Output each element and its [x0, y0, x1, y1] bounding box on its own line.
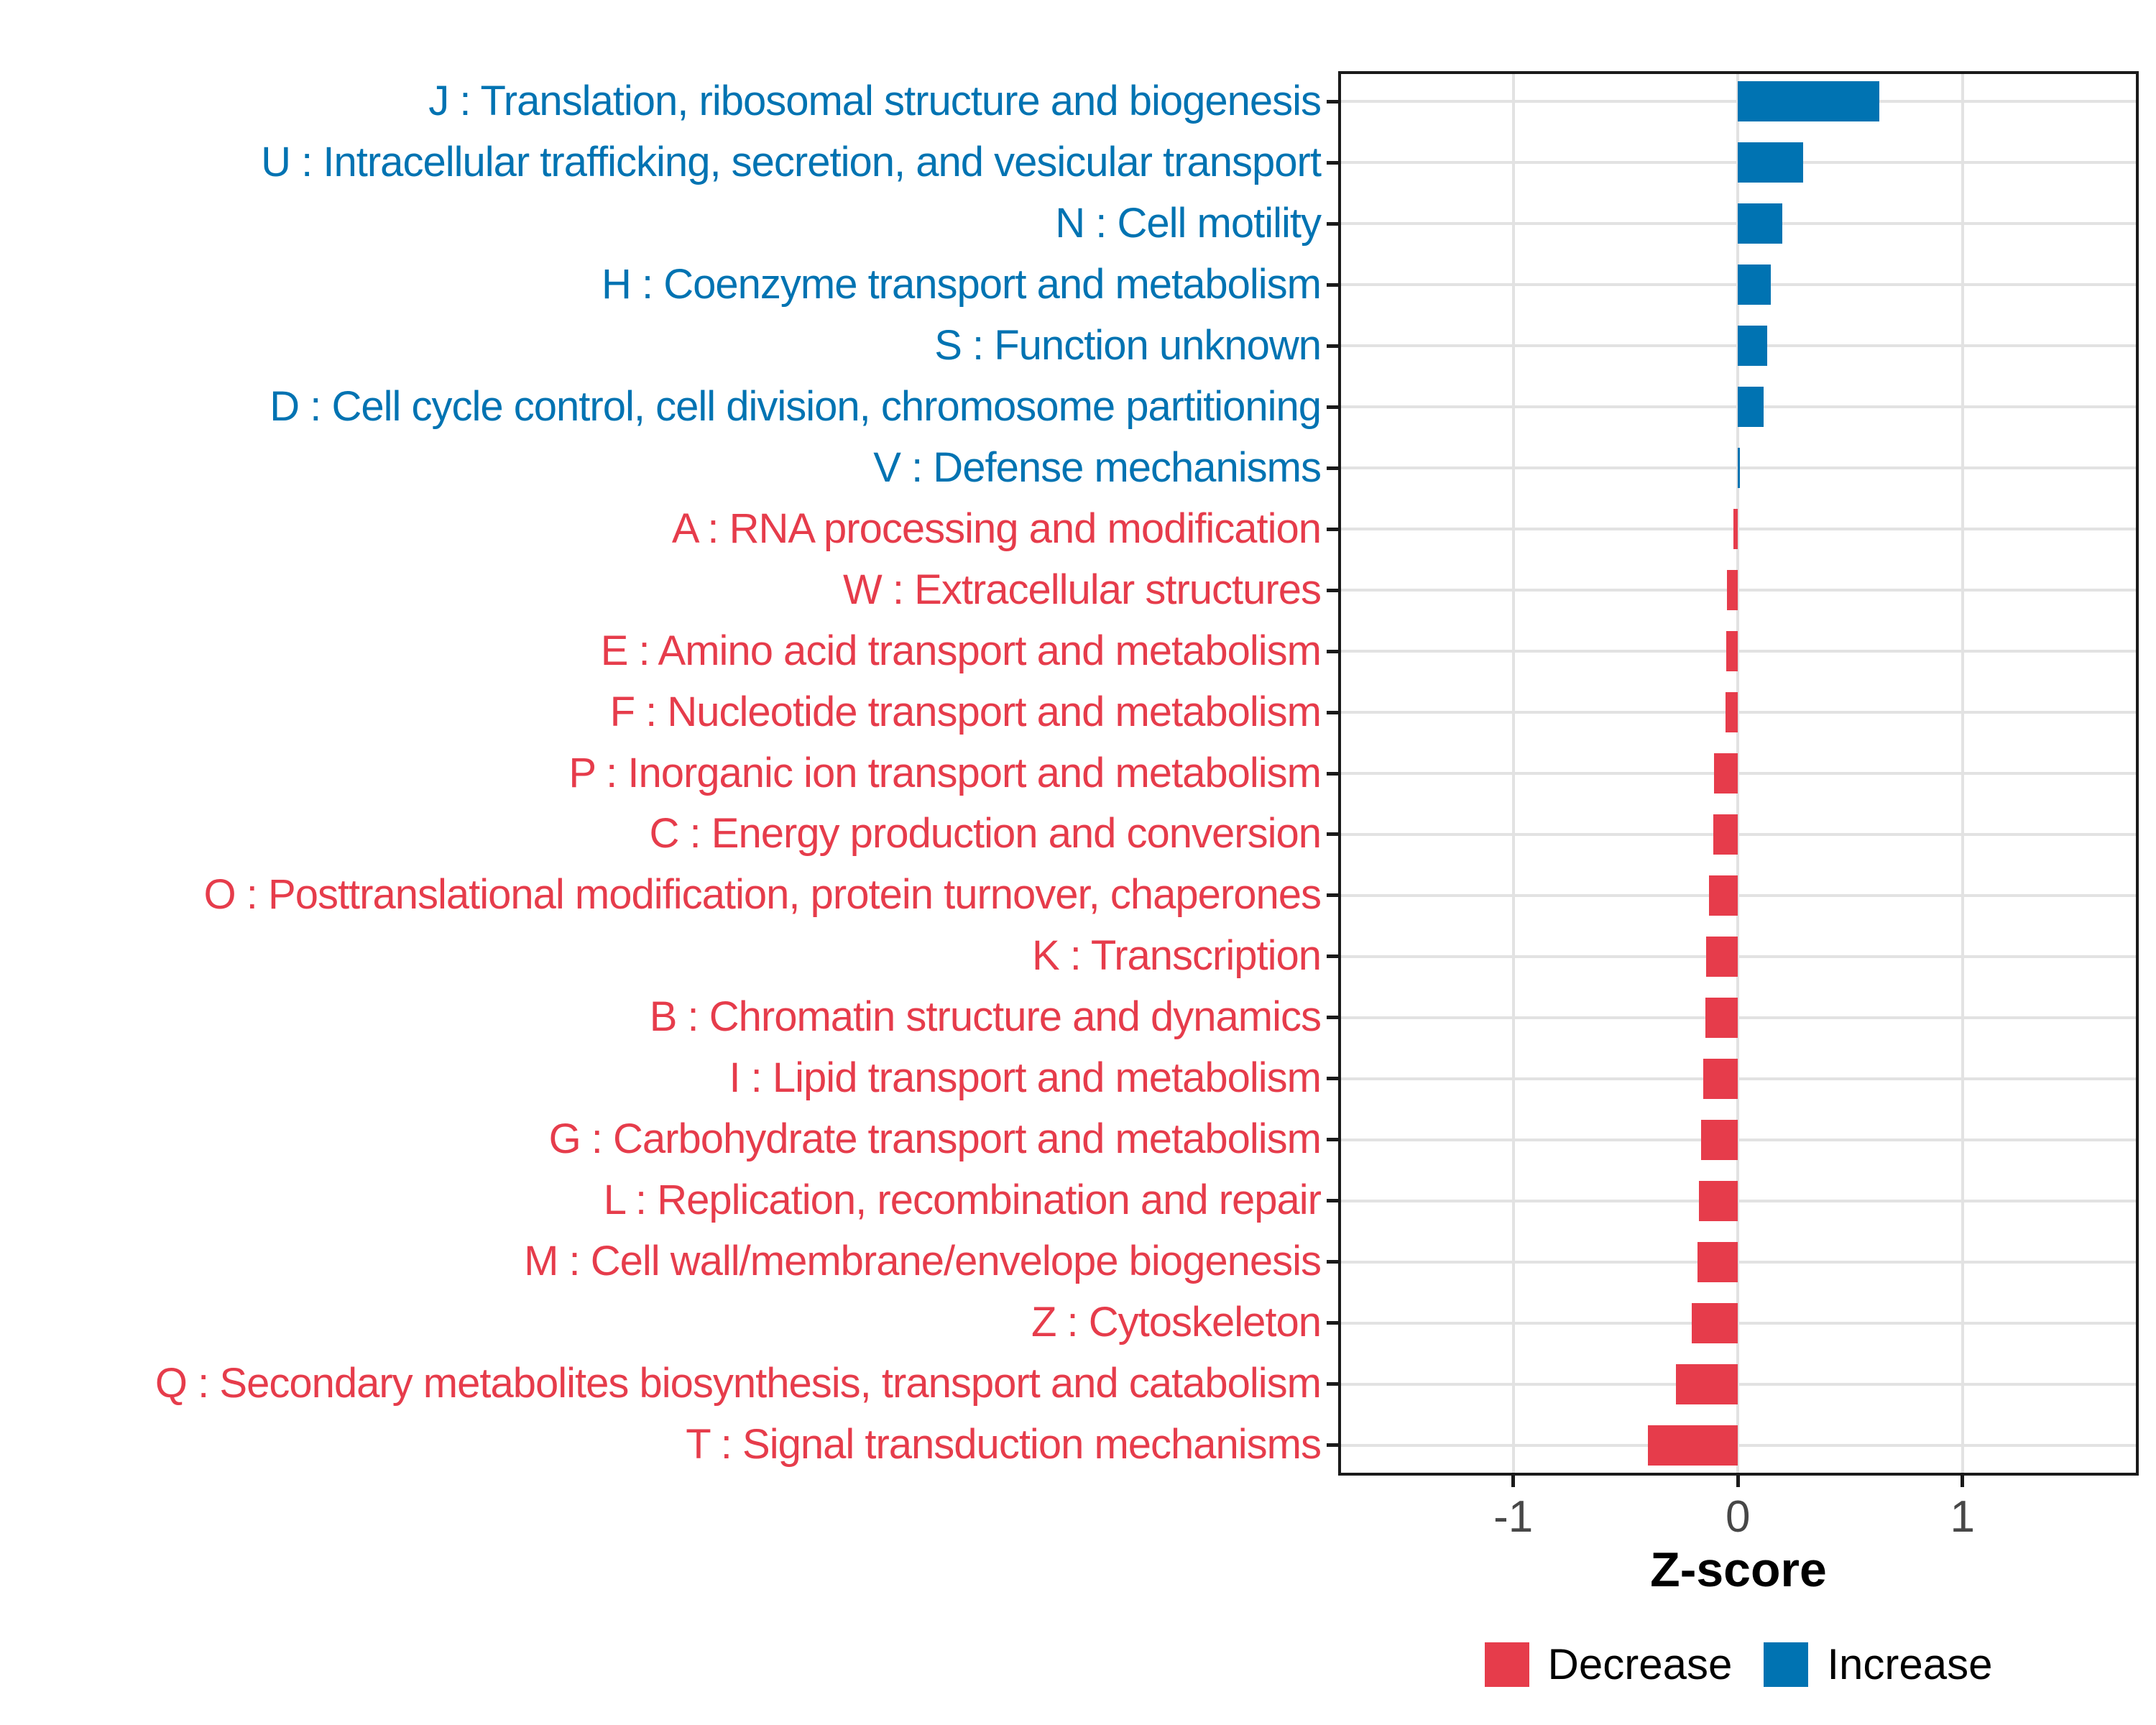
x-tick-label: -1	[1493, 1492, 1534, 1542]
y-axis-label: H : Coenzyme transport and metabolism	[602, 260, 1321, 308]
h-gridline	[1338, 833, 2139, 836]
h-gridline	[1338, 1138, 2139, 1141]
bar-B	[1705, 998, 1738, 1038]
y-tick-mark	[1327, 344, 1338, 348]
x-tick-label: 1	[1950, 1492, 1975, 1542]
y-tick-mark	[1327, 100, 1338, 104]
bar-D	[1738, 387, 1763, 427]
bar-K	[1706, 937, 1738, 977]
y-axis-label: C : Energy production and conversion	[649, 810, 1321, 857]
y-axis-label: O : Posttranslational modification, protein turnover, chaperones	[203, 871, 1321, 919]
y-tick-mark	[1327, 1382, 1338, 1386]
x-axis-title: Z-score	[1650, 1542, 1827, 1597]
legend-label-decrease: Decrease	[1547, 1640, 1733, 1688]
y-axis-label: N : Cell motility	[1055, 199, 1321, 247]
h-gridline	[1338, 1383, 2139, 1386]
legend	[1338, 1639, 2139, 1689]
y-axis-label: G : Carbohydrate transport and metabolism	[548, 1116, 1321, 1163]
y-axis-label: U : Intracellular trafficking, secretion, and vesicular transport	[261, 138, 1321, 185]
y-tick-mark	[1327, 832, 1338, 836]
h-gridline	[1338, 1077, 2139, 1080]
y-tick-mark	[1327, 954, 1338, 958]
y-axis-label: J : Translation, ribosomal structure and biogenesis	[428, 78, 1321, 124]
y-tick-mark	[1327, 589, 1338, 592]
h-gridline	[1338, 1261, 2139, 1264]
y-axis-label: Q : Secondary metabolites biosynthesis, transport and catabolism	[155, 1360, 1321, 1407]
bar-L	[1699, 1181, 1738, 1221]
bar-P	[1714, 753, 1738, 794]
bar-U	[1738, 142, 1803, 183]
bar-J	[1738, 81, 1879, 121]
h-gridline	[1338, 1016, 2139, 1019]
h-gridline	[1338, 1322, 2139, 1325]
decrease-color-swatch	[1485, 1642, 1529, 1687]
bar-Z	[1692, 1303, 1738, 1343]
bar-V	[1738, 448, 1740, 488]
y-axis-label: W : Extracellular structures	[843, 566, 1321, 613]
bar-O	[1709, 875, 1738, 916]
h-gridline	[1338, 955, 2139, 958]
bar-T	[1648, 1425, 1738, 1466]
h-gridline	[1338, 1444, 2139, 1447]
x-tick-mark	[1511, 1476, 1515, 1487]
h-gridline	[1338, 894, 2139, 897]
y-axis-label: T : Signal transduction mechanisms	[686, 1421, 1321, 1468]
y-tick-mark	[1327, 1321, 1338, 1325]
x-tick-label: 0	[1725, 1492, 1751, 1542]
legend-item-increase	[1764, 1639, 1992, 1689]
bar-Q	[1676, 1364, 1738, 1404]
bar-H	[1738, 264, 1770, 305]
x-tick-mark	[1736, 1476, 1740, 1487]
y-tick-mark	[1327, 650, 1338, 653]
bar-A	[1733, 509, 1738, 549]
y-tick-mark	[1327, 1138, 1338, 1141]
h-gridline	[1338, 711, 2139, 714]
bar-G	[1701, 1120, 1738, 1160]
y-axis-label: K : Transcription	[1031, 932, 1321, 980]
h-gridline	[1338, 772, 2139, 775]
y-axis-label: B : Chromatin structure and dynamics	[649, 993, 1321, 1041]
legend-label-increase: Increase	[1827, 1640, 1993, 1688]
y-tick-mark	[1327, 893, 1338, 897]
bar-N	[1738, 203, 1782, 244]
bar-F	[1726, 692, 1738, 732]
bar-C	[1713, 814, 1738, 855]
bar-E	[1726, 631, 1738, 671]
y-axis-label: E : Amino acid transport and metabolism	[600, 627, 1321, 674]
bar-I	[1703, 1059, 1738, 1099]
y-tick-mark	[1327, 528, 1338, 531]
h-gridline	[1338, 589, 2139, 592]
y-axis-label: L : Replication, recombination and repair	[603, 1177, 1321, 1224]
h-gridline	[1338, 1200, 2139, 1202]
y-tick-mark	[1327, 222, 1338, 226]
y-axis-label: M : Cell wall/membrane/envelope biogenesis	[524, 1238, 1321, 1285]
bar-W	[1727, 570, 1738, 610]
y-tick-mark	[1327, 772, 1338, 776]
y-axis-label: V : Defense mechanisms	[873, 443, 1321, 491]
y-tick-mark	[1327, 1443, 1338, 1447]
bar-S	[1738, 326, 1767, 366]
y-tick-mark	[1327, 1077, 1338, 1080]
plot-panel	[1338, 71, 2139, 1476]
y-axis-label: Z : Cytoskeleton	[1031, 1299, 1321, 1346]
y-tick-mark	[1327, 161, 1338, 165]
y-axis-label: I : Lipid transport and metabolism	[729, 1054, 1321, 1102]
y-axis-label: S : Function unknown	[934, 321, 1321, 369]
y-tick-mark	[1327, 1199, 1338, 1202]
y-axis-label: F : Nucleotide transport and metabolism	[609, 688, 1321, 735]
y-axis-label: P : Inorganic ion transport and metabolism	[568, 749, 1321, 796]
y-tick-mark	[1327, 711, 1338, 714]
y-tick-mark	[1327, 1016, 1338, 1019]
y-tick-mark	[1327, 466, 1338, 470]
bar-M	[1697, 1242, 1738, 1282]
h-gridline	[1338, 528, 2139, 530]
increase-color-swatch	[1764, 1642, 1808, 1687]
y-tick-mark	[1327, 283, 1338, 287]
y-axis-label: A : RNA processing and modification	[671, 505, 1321, 552]
y-tick-mark	[1327, 405, 1338, 409]
y-axis-label: D : Cell cycle control, cell division, chromosome partitioning	[270, 382, 1321, 430]
h-gridline	[1338, 650, 2139, 653]
x-tick-mark	[1961, 1476, 1964, 1487]
legend-item-decrease	[1485, 1639, 1733, 1689]
y-tick-mark	[1327, 1260, 1338, 1264]
